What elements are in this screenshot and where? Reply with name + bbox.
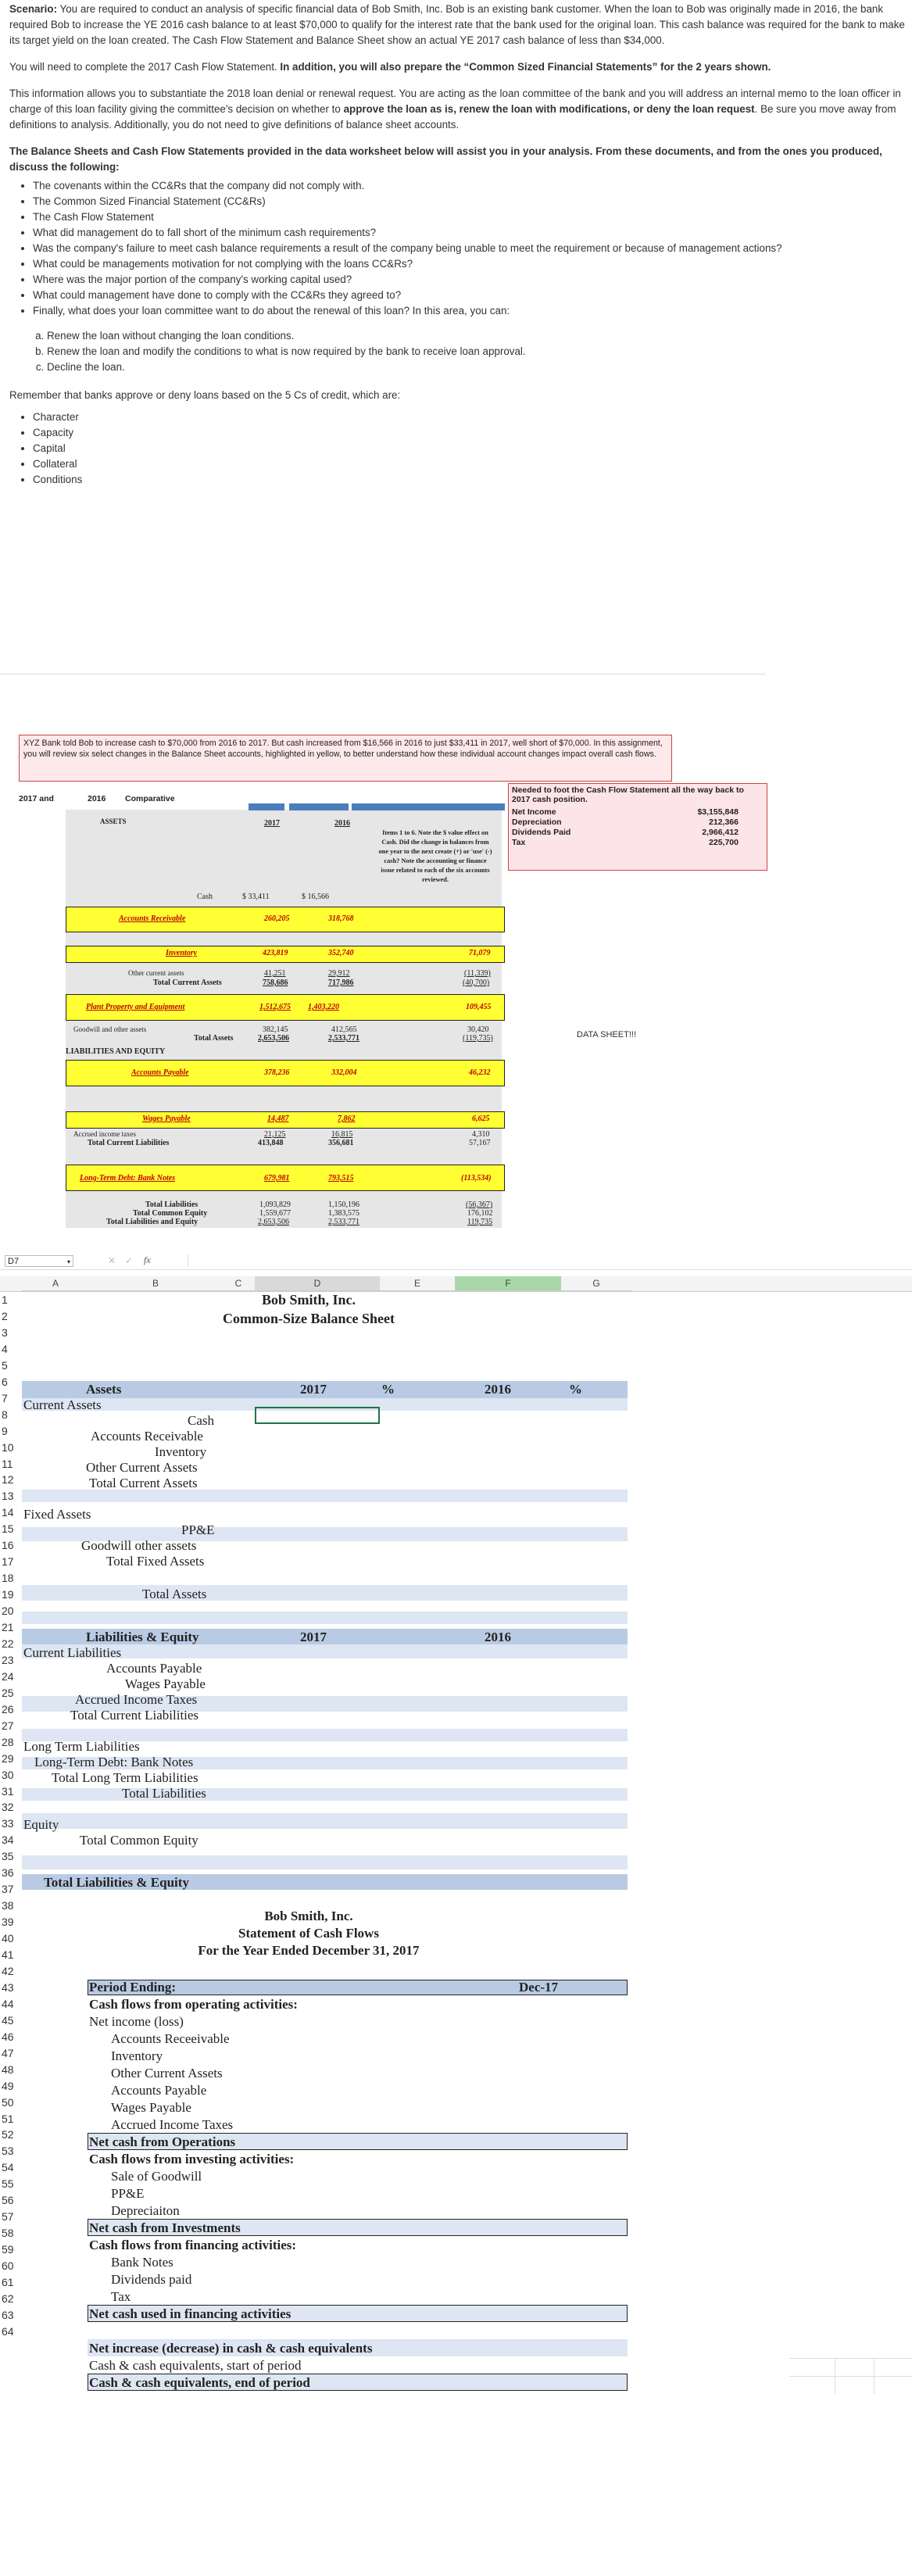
goodwill-label: Goodwill and other assets xyxy=(73,1025,147,1033)
paragraph-3 xyxy=(9,86,908,133)
header-bar xyxy=(249,803,284,810)
total-ltl-row-label: Total Long Term Liabilities xyxy=(52,1770,198,1785)
ap-2016: 332,004 xyxy=(331,1068,357,1077)
row-number[interactable]: 40 xyxy=(2,1932,14,1945)
period-ending-label: Period Ending: xyxy=(89,1980,176,1995)
total-eq-2017: 1,559,677 xyxy=(259,1209,291,1218)
cf-title-statement: Statement of Cash Flows xyxy=(238,1926,379,1941)
total-ca-2017: 758,686 xyxy=(263,979,288,987)
scan-title-right: Comparative xyxy=(125,794,175,803)
ltd-2017: 679,981 xyxy=(264,1174,290,1182)
pct-header: % xyxy=(569,1382,582,1397)
scan-title-mid: 2016 xyxy=(88,794,106,803)
year-2017-header: 2017 xyxy=(300,1630,327,1644)
footing-value: 212,366 xyxy=(709,818,739,827)
list-item: a. Renew the loan without changing the loan conditions. xyxy=(47,328,908,344)
inventory-2017: 423,819 xyxy=(263,949,288,957)
row-number[interactable]: 7 xyxy=(2,1391,8,1404)
row-number[interactable]: 60 xyxy=(2,2259,14,2273)
cf-ppe-label: PP&E xyxy=(111,2186,145,2201)
cash-2016: $ 16,566 xyxy=(302,893,329,901)
assets-header: Assets xyxy=(86,1382,122,1397)
grid-line xyxy=(789,2358,912,2359)
ap-2017: 378,236 xyxy=(264,1068,290,1077)
current-assets-label: Current Assets xyxy=(23,1397,102,1412)
column-header-a[interactable]: A xyxy=(22,1276,89,1291)
row-number[interactable]: 62 xyxy=(2,2292,14,2305)
total-le-change: 119,735 xyxy=(467,1218,493,1226)
row-number[interactable]: 15 xyxy=(2,1522,14,1536)
cf-title-period: For the Year Ended December 31, 2017 xyxy=(198,1943,420,1958)
row-number[interactable]: 48 xyxy=(2,2063,14,2076)
row-number[interactable]: 16 xyxy=(2,1539,14,1552)
total-liab-row-label: Total Liabilities xyxy=(122,1786,206,1801)
cf-ar-label: Accounts Receeivable xyxy=(111,2031,230,2046)
other-ca-row-label: Other Current Assets xyxy=(86,1460,198,1475)
band-row xyxy=(22,1490,628,1502)
p4-bold: The Balance Sheets and Cash Flow Statements provided in the data worksheet below will assist you in your analysis. From these documents, and from the ones you produced, discuss the following: xyxy=(9,145,882,173)
row-number[interactable]: 57 xyxy=(2,2210,14,2224)
accrued-2016: 16,815 xyxy=(331,1130,353,1139)
cash-end-label: Cash & cash equivalents, end of period xyxy=(89,2375,310,2390)
liab-eq-header: Liabilities & Equity xyxy=(86,1630,199,1644)
cf-ap-label: Accounts Payable xyxy=(111,2083,207,2098)
p3-text-c: . Be sure you move away from definitions to analysis. Additionally, you do not need to give definitions of balance sheet accounts. xyxy=(9,103,896,131)
net-financing-label: Net cash used in financing activities xyxy=(89,2306,291,2321)
ppe-2017: 1,512,675 xyxy=(259,1003,291,1011)
ap-label: Accounts Payable xyxy=(131,1068,189,1077)
row-number[interactable]: 24 xyxy=(2,1669,14,1683)
cf-wages-label: Wages Payable xyxy=(111,2100,191,2115)
footing-row xyxy=(512,807,762,818)
inventory-change: 71,079 xyxy=(469,949,491,957)
total-eq-change: 176,102 xyxy=(467,1209,493,1218)
cf-inventory-label: Inventory xyxy=(111,2048,163,2063)
footing-row xyxy=(512,818,762,828)
footing-value: $3,155,848 xyxy=(697,807,739,817)
goodwill-2016: 412,565 xyxy=(331,1025,357,1034)
row-number[interactable]: 29 xyxy=(2,1751,14,1765)
cash-start-label: Cash & cash equivalents, start of period xyxy=(89,2358,302,2373)
bank-notes-label: Bank Notes xyxy=(111,2255,173,2270)
goodwill-change: 30,420 xyxy=(467,1025,489,1034)
list-item: • Conditions xyxy=(33,472,908,488)
list-item: • Finally, what does your loan committee want to do about the renewal of this loan? In this area, you can: xyxy=(33,303,908,319)
row-number[interactable]: 34 xyxy=(2,1834,14,1847)
period-ending-value: Dec-17 xyxy=(519,1980,559,1995)
total-assets-change: (119,735) xyxy=(463,1034,493,1043)
total-assets-2017: 2,653,506 xyxy=(258,1034,289,1043)
total-ca-row-label: Total Current Assets xyxy=(89,1476,198,1490)
pct-header: % xyxy=(381,1382,395,1397)
other-ca-change: (11,339) xyxy=(464,969,491,978)
row-number[interactable]: 50 xyxy=(2,2095,14,2109)
header-bar xyxy=(352,803,505,810)
row-number[interactable]: 13 xyxy=(2,1490,14,1503)
other-ca-2017: 41,251 xyxy=(264,969,286,978)
column-header-f[interactable]: F xyxy=(455,1276,561,1291)
row-number[interactable]: 5 xyxy=(2,1358,8,1372)
list-item: • Capital xyxy=(33,441,908,456)
ltd-row-label: Long-Term Debt: Bank Notes xyxy=(34,1755,194,1769)
cf-oca-label: Other Current Assets xyxy=(111,2066,223,2080)
row-number[interactable]: 61 xyxy=(2,2276,14,2288)
dividends-paid-label: Dividends paid xyxy=(111,2272,192,2287)
lt-liab-label: Long Term Liabilities xyxy=(23,1739,140,1754)
row-number[interactable]: 55 xyxy=(2,2177,14,2191)
ar-label: Accounts Receivable xyxy=(119,914,186,923)
list-item: • What could be managements motivation for not complying with the loans CC&Rs? xyxy=(33,256,908,272)
selected-cell-d7[interactable] xyxy=(255,1407,380,1424)
total-cl-change: 57,167 xyxy=(469,1139,491,1147)
five-cs-list xyxy=(9,410,908,488)
band-row xyxy=(22,1585,628,1601)
row-number[interactable]: 41 xyxy=(2,1948,14,1961)
scenario-label: Scenario: xyxy=(9,3,58,15)
row-number[interactable]: 42 xyxy=(2,1964,14,1977)
cf-financing-header: Cash flows from financing activities: xyxy=(89,2238,297,2252)
row-number[interactable]: 12 xyxy=(2,1473,14,1487)
row-number[interactable]: 4 xyxy=(2,1342,8,1355)
accrued-2017: 21,125 xyxy=(264,1130,286,1139)
total-assets-2016: 2,533,771 xyxy=(328,1034,359,1043)
row-number[interactable]: 54 xyxy=(2,2161,14,2174)
sale-goodwill-label: Sale of Goodwill xyxy=(111,2169,202,2184)
row-number[interactable]: 37 xyxy=(2,1883,14,1896)
row-number[interactable]: 19 xyxy=(2,1588,14,1601)
net-ops-label: Net cash from Operations xyxy=(89,2134,236,2149)
row-number[interactable]: 36 xyxy=(2,1866,14,1880)
total-cl-2017: 413,848 xyxy=(258,1139,284,1147)
footing-row xyxy=(512,838,762,848)
total-le-2016: 2,533,771 xyxy=(328,1218,359,1226)
grid-line xyxy=(789,2376,912,2377)
list-item: • The covenants within the CC&Rs that the company did not comply with. xyxy=(33,178,908,194)
list-item: • What did management do to fall short of the minimum cash requirements? xyxy=(33,225,908,241)
net-increase-label: Net increase (decrease) in cash & cash equivalents xyxy=(89,2341,373,2356)
cf-investing-header: Cash flows from investing activities: xyxy=(89,2152,295,2166)
footing-value: 225,700 xyxy=(709,838,739,847)
list-item: • Where was the major portion of the company's working capital used? xyxy=(33,272,908,288)
row-number[interactable]: 39 xyxy=(2,1916,14,1929)
inventory-label: Inventory xyxy=(166,949,197,957)
row-number[interactable]: 18 xyxy=(2,1572,14,1585)
footing-label: Net Income xyxy=(512,807,556,817)
wages-row-label: Wages Payable xyxy=(125,1676,206,1691)
row-number[interactable]: 25 xyxy=(2,1686,14,1699)
row-number[interactable]: 44 xyxy=(2,1997,14,2010)
row-number[interactable]: 43 xyxy=(2,1980,14,1994)
ppe-label: Plant Property and Equipment xyxy=(86,1003,185,1011)
row-number[interactable]: 51 xyxy=(2,2112,14,2125)
total-fa-row-label: Total Fixed Assets xyxy=(106,1554,205,1569)
total-liab-2017: 1,093,829 xyxy=(259,1200,291,1209)
list-item: b. Renew the loan and modify the conditions to what is now required by the bank to receive loan approval. xyxy=(47,344,908,360)
scenario-text: You are required to conduct an analysis of specific financial data of Bob Smith, Inc. Bob is an existing bank customer. When the loan to Bob was originally made in 2016, the bank required Bob to increase the YE 2016 cash balance to at least $70,000 to qualify for the interest rate that the bank used for the original loan. This cash balance was required for the bank to make its target yield on the loan created. The Cash Flow Statement and Balance Sheet show an actual YE 2017 cash balance of less than $34,000. xyxy=(9,3,905,46)
ap-row-label: Accounts Payable xyxy=(106,1661,202,1676)
accrued-label: Accrued income taxes xyxy=(73,1130,136,1138)
list-item: c. Decline the loan. xyxy=(47,360,908,375)
ar-2016: 318,768 xyxy=(328,914,354,923)
cash-2017: $ 33,411 xyxy=(242,893,270,901)
footing-note: Needed to foot the Cash Flow Statement all the way back to 2017 cash position. xyxy=(512,785,744,804)
cf-title-company: Bob Smith, Inc. xyxy=(264,1909,353,1923)
row-number[interactable]: 9 xyxy=(2,1424,8,1437)
footing-label: Tax xyxy=(512,838,526,847)
accrued-row-label: Accrued Income Taxes xyxy=(75,1692,198,1707)
total-cl-label: Total Current Liabilities xyxy=(88,1139,170,1147)
total-cl-2016: 356,681 xyxy=(328,1139,354,1147)
scenario-paragraph xyxy=(9,2,908,48)
cash-label: Cash xyxy=(197,893,213,901)
row-number[interactable]: 32 xyxy=(2,1801,14,1814)
column-header-b[interactable]: B xyxy=(89,1276,222,1291)
total-assets-row-label: Total Assets xyxy=(142,1587,207,1601)
row-number[interactable]: 6 xyxy=(2,1375,8,1388)
row-number[interactable]: 17 xyxy=(2,1555,14,1569)
goodwill-2017: 382,145 xyxy=(263,1025,288,1034)
total-liab-2016: 1,150,196 xyxy=(328,1200,359,1209)
band-row xyxy=(22,1813,628,1829)
footing-row xyxy=(512,828,762,838)
column-header-d[interactable]: D xyxy=(255,1276,380,1291)
footing-label: Depreciation xyxy=(512,818,562,827)
row-number[interactable]: 56 xyxy=(2,2194,14,2207)
ltd-label: Long-Term Debt: Bank Notes xyxy=(80,1174,176,1182)
ltd-2016: 793,515 xyxy=(328,1174,354,1182)
other-ca-label: Other current assets xyxy=(128,969,184,977)
list-item: • Capacity xyxy=(33,425,908,441)
row-number[interactable]: 14 xyxy=(2,1506,14,1519)
total-ce-row-label: Total Common Equity xyxy=(80,1833,198,1848)
row-number[interactable]: 63 xyxy=(2,2308,14,2321)
total-eq-label: Total Common Equity xyxy=(133,1209,208,1218)
row-number[interactable]: 28 xyxy=(2,1735,14,1748)
row-number[interactable]: 2 xyxy=(2,1309,8,1322)
accrued-change: 4,310 xyxy=(472,1130,490,1139)
ar-row-label: Accounts Receivable xyxy=(91,1429,203,1444)
row-number[interactable]: 64 xyxy=(2,2324,14,2338)
wages-change: 6,625 xyxy=(472,1114,490,1123)
band-row xyxy=(22,1612,628,1624)
list-item: • The Cash Flow Statement xyxy=(33,209,908,225)
row-number[interactable]: 47 xyxy=(2,2046,14,2059)
scenario-note-box xyxy=(19,735,672,782)
column-header-c[interactable]: C xyxy=(222,1276,255,1291)
name-box[interactable] xyxy=(5,1255,73,1267)
footing-items xyxy=(512,807,762,848)
total-liab-change: (56,367) xyxy=(466,1200,493,1209)
inventory-2016: 352,740 xyxy=(328,949,354,957)
ppe-row-label: PP&E xyxy=(181,1522,215,1537)
total-ca-change: (40,700) xyxy=(463,979,490,987)
ltd-change: (113,534) xyxy=(461,1174,492,1182)
column-header-e[interactable]: E xyxy=(380,1276,455,1291)
row-number[interactable]: 26 xyxy=(2,1702,14,1716)
p2-text: You will need to complete the 2017 Cash Flow Statement. xyxy=(9,61,281,73)
row-number[interactable]: 8 xyxy=(2,1408,8,1421)
name-box-value: D7 xyxy=(8,1257,20,1266)
row-number[interactable]: 30 xyxy=(2,1768,14,1781)
row-number[interactable]: 35 xyxy=(2,1850,14,1863)
col-2017: 2017 xyxy=(264,819,280,828)
row-number[interactable]: 53 xyxy=(2,2145,14,2158)
p2-bold: In addition, you will also prepare the “Common Sized Financial Statements” for the 2 years shown. xyxy=(280,61,771,73)
list-item: • Collateral xyxy=(33,456,908,472)
row-number[interactable]: 27 xyxy=(2,1719,14,1732)
fixed-assets-label: Fixed Assets xyxy=(23,1507,91,1522)
cf-accrued-label: Accrued Income Taxes xyxy=(111,2117,234,2132)
function-icon[interactable]: fx xyxy=(144,1254,151,1265)
band-row xyxy=(22,1788,628,1801)
year-2016-header: 2016 xyxy=(485,1630,511,1644)
row-number[interactable]: 49 xyxy=(2,2079,14,2092)
formula-input[interactable] xyxy=(188,1254,907,1267)
inventory-row-label: Inventory xyxy=(155,1444,207,1459)
equity-label: Equity xyxy=(23,1817,59,1832)
scan-title-left: 2017 and xyxy=(19,794,54,803)
header-bar xyxy=(289,803,349,810)
row-number[interactable]: 20 xyxy=(2,1605,14,1618)
wages-label: Wages Payable xyxy=(142,1114,191,1123)
total-le-label: Total Liabilities and Equity xyxy=(106,1218,198,1226)
p3-bold: approve the loan as is, renew the loan with modifications, or deny the loan request xyxy=(343,103,755,115)
row-number[interactable]: 45 xyxy=(2,2013,14,2027)
band-row xyxy=(22,1855,628,1869)
list-item: • What could management have done to comply with the CC&Rs they agreed to? xyxy=(33,288,908,303)
total-ca-label: Total Current Assets xyxy=(153,979,222,987)
change-instructions: Items 1 to 6. Note the $ value effect on Cash. Did the change in balances from one year to the next create (+) or 'use' (-) cash? Note the accounting or finance issue related to each of the six accounts reviewed. xyxy=(378,829,492,883)
row-number[interactable]: 10 xyxy=(2,1440,14,1454)
data-sheet-label: DATA SHEET!!! xyxy=(577,1030,636,1039)
liabilities-header: LIABILITIES AND EQUITY xyxy=(66,1047,166,1056)
row-number[interactable]: 38 xyxy=(2,1899,14,1912)
footing-label: Dividends Paid xyxy=(512,828,571,837)
year-2016-header: 2016 xyxy=(485,1382,511,1397)
total-assets-label: Total Assets xyxy=(194,1034,234,1043)
list-item: • Character xyxy=(33,410,908,425)
total-eq-2016: 1,383,575 xyxy=(328,1209,359,1218)
row-number[interactable]: 3 xyxy=(2,1326,8,1339)
assets-label: ASSETS xyxy=(100,818,127,825)
footing-value: 2,966,412 xyxy=(702,828,739,837)
row-number[interactable]: 58 xyxy=(2,2227,14,2240)
wages-2017: 14,487 xyxy=(267,1114,289,1123)
paragraph-2 xyxy=(9,59,908,75)
cf-ops-header: Cash flows from operating activities: xyxy=(89,1997,298,2012)
row-number[interactable]: 1 xyxy=(2,1293,8,1306)
row-number[interactable]: 11 xyxy=(2,1457,13,1470)
col-2016: 2016 xyxy=(334,819,350,828)
sheet-title-common-size: Common-Size Balance Sheet xyxy=(223,1311,395,1326)
row-number[interactable]: 59 xyxy=(2,2243,14,2256)
net-investments-label: Net cash from Investments xyxy=(89,2220,241,2235)
column-header-g[interactable]: G xyxy=(561,1276,631,1291)
confirm-icon[interactable]: ✓ xyxy=(125,1255,134,1266)
cancel-icon[interactable]: ✕ xyxy=(108,1255,116,1266)
total-liab-label: Total Liabilities xyxy=(145,1200,198,1209)
depreciation-label: Depreciaiton xyxy=(111,2203,180,2218)
ppe-change: 109,455 xyxy=(466,1003,492,1011)
total-cl-row-label: Total Current Liabilities xyxy=(70,1708,199,1723)
year-2017-header: 2017 xyxy=(300,1382,327,1397)
cash-row-label: Cash xyxy=(188,1413,214,1428)
wages-2016: 7,862 xyxy=(338,1114,356,1123)
list-item: • Was the company's failure to meet cash balance requirements a result of the company being unable to meet the requirement or because of management actions? xyxy=(33,241,908,256)
total-le-2017: 2,653,506 xyxy=(258,1218,289,1226)
total-ca-2016: 717,986 xyxy=(328,979,354,987)
footing-note-box xyxy=(508,783,767,871)
ar-2017: 260,205 xyxy=(264,914,290,923)
goodwill-row-label: Goodwill other assets xyxy=(81,1538,197,1553)
total-le-row-label: Total Liabilities & Equity xyxy=(44,1875,189,1890)
assignment-instructions xyxy=(9,2,908,497)
other-ca-2016: 29,912 xyxy=(328,969,350,978)
row-number[interactable]: 46 xyxy=(2,2030,14,2043)
net-income-label: Net income (loss) xyxy=(89,2014,184,2029)
ppe-2016: 1,403,220 xyxy=(308,1003,339,1011)
row-number[interactable]: 52 xyxy=(2,2128,14,2141)
sheet-title-company: Bob Smith, Inc. xyxy=(261,1292,356,1308)
ap-change: 46,232 xyxy=(469,1068,491,1077)
tax-label: Tax xyxy=(111,2289,131,2304)
options-list xyxy=(9,328,908,375)
current-liab-label: Current Liabilities xyxy=(23,1645,122,1660)
list-item: • The Common Sized Financial Statement (CC&Rs) xyxy=(33,194,908,209)
p3-text-a: This information allows you to substantiate the 2018 loan denial or renewal request. You are acting as the loan committee of the bank and you will address an internal memo to the loan officer in charge of this loan facility giving the committee's decision on whether to xyxy=(9,88,901,115)
row-number[interactable]: 33 xyxy=(2,1817,14,1830)
row-number[interactable]: 22 xyxy=(2,1637,14,1650)
paragraph-4 xyxy=(9,144,908,175)
row-number[interactable]: 31 xyxy=(2,1784,14,1798)
five-cs-intro: Remember that banks approve or deny loans based on the 5 Cs of credit, which are: xyxy=(9,389,401,401)
row-number[interactable]: 23 xyxy=(2,1653,14,1666)
scenario-note-text: XYZ Bank told Bob to increase cash to $70,000 from 2016 to 2017. But cash increased from $16,566 in 2016 to just $33,411 in 2017, well short of $70,000. In this assignment, you will review six select changes in the Balance Sheet accounts, highlighted in yellow, to better understand how these individual account changes impact overall cash flows. xyxy=(23,739,663,759)
discussion-list xyxy=(9,178,908,319)
row-number[interactable]: 21 xyxy=(2,1621,14,1633)
chevron-down-icon: ▾ xyxy=(66,1258,70,1265)
